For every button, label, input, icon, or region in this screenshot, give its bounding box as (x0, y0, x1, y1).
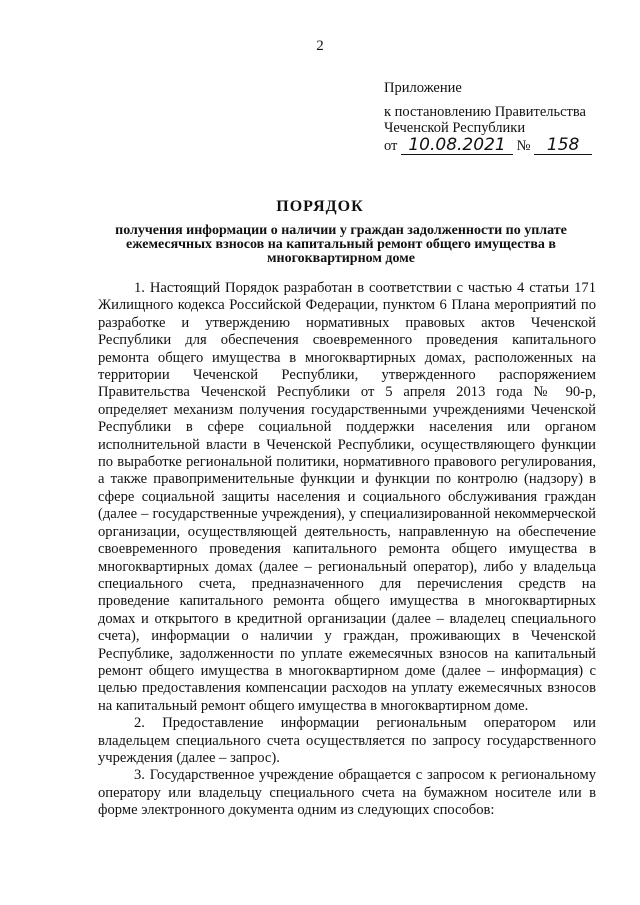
number-prefix: № (516, 138, 531, 154)
paragraph-3: 3. Государственное учреждение обращается с запросом к региональному оператору или владельцу специального счета на бумажном носителе или в форме электронного документа одним из следующих способов: (98, 767, 596, 819)
paragraph-1: 1. Настоящий Порядок разработан в соответствии с частью 4 статьи 171 Жилищного кодекса Российской Федерации, пунктом 6 Плана мероприятий по разработке и утверждению нормативных правовых актов Чеченской Республики для обеспечения своевременного проведения капитального ремонта общего имущества в многоквартирных домах, расположенных на территории Чеченской Республики, утвержденного распоряжением Правительства Чеченской Республики от 5 апреля 2013 года № 90-р, определяет механизм получения государственными учреждениями Чеченской Республики в сфере социальной поддержки населения или органом исполнительной власти в Чеченской Республики, осуществляющего функции по выработке региональной политики, нормативного правового регулирования, а также правоприменительные функции и функции по контролю (надзору) в сфере социальной защиты населения и социального обслуживания граждан (далее – государственные учреждения), у специализированной некоммерческой организации, осуществляющей деятельность, направленную на обеспечение своевременного проведения капитального ремонта общего имущества в многоквартирных домах (далее – региональный оператор), либо у владельца специального счета, предназначенного для перечисления средств на проведение капитального ремонта общего имущества в многоквартирных домах и открытого в кредитной организации (далее – владелец специального счета), информации о наличии у граждан, проживающих в Чеченской Республике, задолженности по уплате ежемесячных взносов на капитальный ремонт общего имущества в многоквартирном доме (далее – информация) с целью предоставления компенсации расходов на уплату ежемесячных взносов на капитальный ремонт общего имущества в многоквартирном доме. (98, 280, 596, 714)
paragraph-2: 2. Предоставление информации региональным оператором или владельцем специального счета осуществляется по запросу государственного учреждения (далее – запрос). (98, 715, 596, 766)
date-prefix: от (384, 138, 398, 154)
document-subtitle: получения информации о наличии у граждан задолженности по уплате ежемесячных взносов на капитальный ремонт общего имущества в многоквартирном доме (115, 223, 567, 266)
document-body (98, 280, 596, 820)
appendix-to-line-1: к постановлению Правительства (384, 104, 586, 120)
handwritten-number: 158 (534, 136, 592, 155)
appendix-title: Приложение (384, 80, 462, 96)
handwritten-date: 10.08.2021 (401, 136, 513, 155)
appendix-to-line-2: Чеченской Республики (384, 120, 526, 136)
appendix-block (384, 80, 586, 136)
reference-line (384, 136, 592, 155)
document-title: ПОРЯДОК (276, 198, 364, 215)
page-number: 2 (316, 38, 324, 54)
